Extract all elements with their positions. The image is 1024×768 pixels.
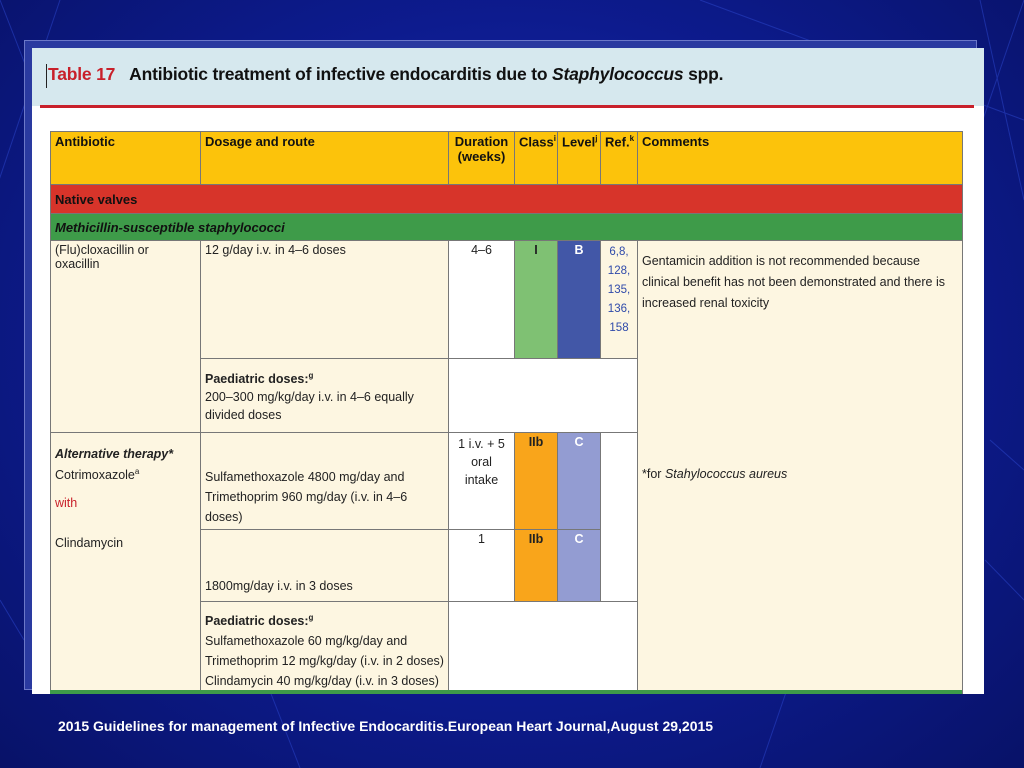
cell-duration: 4–6 <box>449 241 515 359</box>
text-cursor <box>46 64 47 88</box>
cell-antibiotic: (Flu)cloxacillin or oxacillin <box>51 241 201 433</box>
cell-level: B <box>558 241 601 359</box>
cell-alt-level2: C <box>558 530 601 602</box>
comment-text: Gentamicin addition is not recommended because clinical benefit has not been demonstrated and there is increased renal toxicity <box>642 254 945 310</box>
table-row <box>51 241 963 359</box>
header-dosage: Dosage and route <box>201 132 449 185</box>
cell-paediatric: Paediatric doses:$^g$ 200–300 mg/kg/day i.v. in 4–6 equally divided doses <box>201 359 449 433</box>
next-section-band <box>50 690 962 694</box>
cell-alt-class: IIb <box>515 433 558 530</box>
section-native-valves: Native valves <box>51 185 963 214</box>
cell-dosage: 12 g/day i.v. in 4–6 doses <box>201 241 449 359</box>
table-title <box>48 64 723 85</box>
table-number: Table 17 <box>48 64 116 84</box>
header-level: Level$^j$ <box>558 132 601 185</box>
antibiotic-table <box>50 131 963 694</box>
header-class: Class$^i$ <box>515 132 558 185</box>
cell-alt-antibiotic: Alternative therapy* Cotrimoxazole$^a$ with Clindamycin <box>51 433 201 695</box>
slide-footer-citation: 2015 Guidelines for management of Infective Endocarditis.European Heart Journal,August 29,2015 <box>58 718 714 734</box>
cell-comments <box>638 241 963 695</box>
cell-ref: 6,8, 128, 135, 136, 158 <box>601 241 638 359</box>
header-ref: Ref.$^k$ <box>601 132 638 185</box>
cell-empty <box>449 602 638 695</box>
cell-alt-ref <box>601 433 638 602</box>
cell-empty <box>449 359 638 433</box>
table-title-end: spp. <box>688 64 724 84</box>
document-image <box>32 48 984 694</box>
cell-alt-level: C <box>558 433 601 530</box>
cell-alt-class2: IIb <box>515 530 558 602</box>
comment-footnote: *for Stahylococcus aureus <box>642 467 788 481</box>
table-header-row <box>51 132 963 185</box>
table-header-band <box>32 48 984 106</box>
cell-alt-paediatric: Paediatric doses:$^g$ Sulfamethoxazole 60 mg/kg/day and Trimethoprim 12 mg/kg/day (i.v. in 2 doses) Clindamycin 40 mg/kg/day (i.v. in 3 doses) <box>201 602 449 695</box>
cell-alt-dosage2: 1800mg/day i.v. in 3 doses <box>201 530 449 602</box>
cell-alt-duration2: 1 <box>449 530 515 602</box>
cell-alt-dosage: Sulfamethoxazole 4800 mg/day and Trimethoprim 960 mg/day (i.v. in 4–6 doses) <box>201 433 449 530</box>
header-duration: Duration (weeks) <box>449 132 515 185</box>
title-divider <box>40 105 974 108</box>
header-comments: Comments <box>638 132 963 185</box>
section-mssa: Methicillin-susceptible staphylococci <box>51 214 963 241</box>
table-title-italic: Staphylococcus <box>552 64 684 84</box>
header-antibiotic: Antibiotic <box>51 132 201 185</box>
cell-alt-duration: 1 i.v. + 5 oral intake <box>449 433 515 530</box>
cell-class: I <box>515 241 558 359</box>
table-title-main: Antibiotic treatment of infective endocarditis due to <box>129 64 548 84</box>
